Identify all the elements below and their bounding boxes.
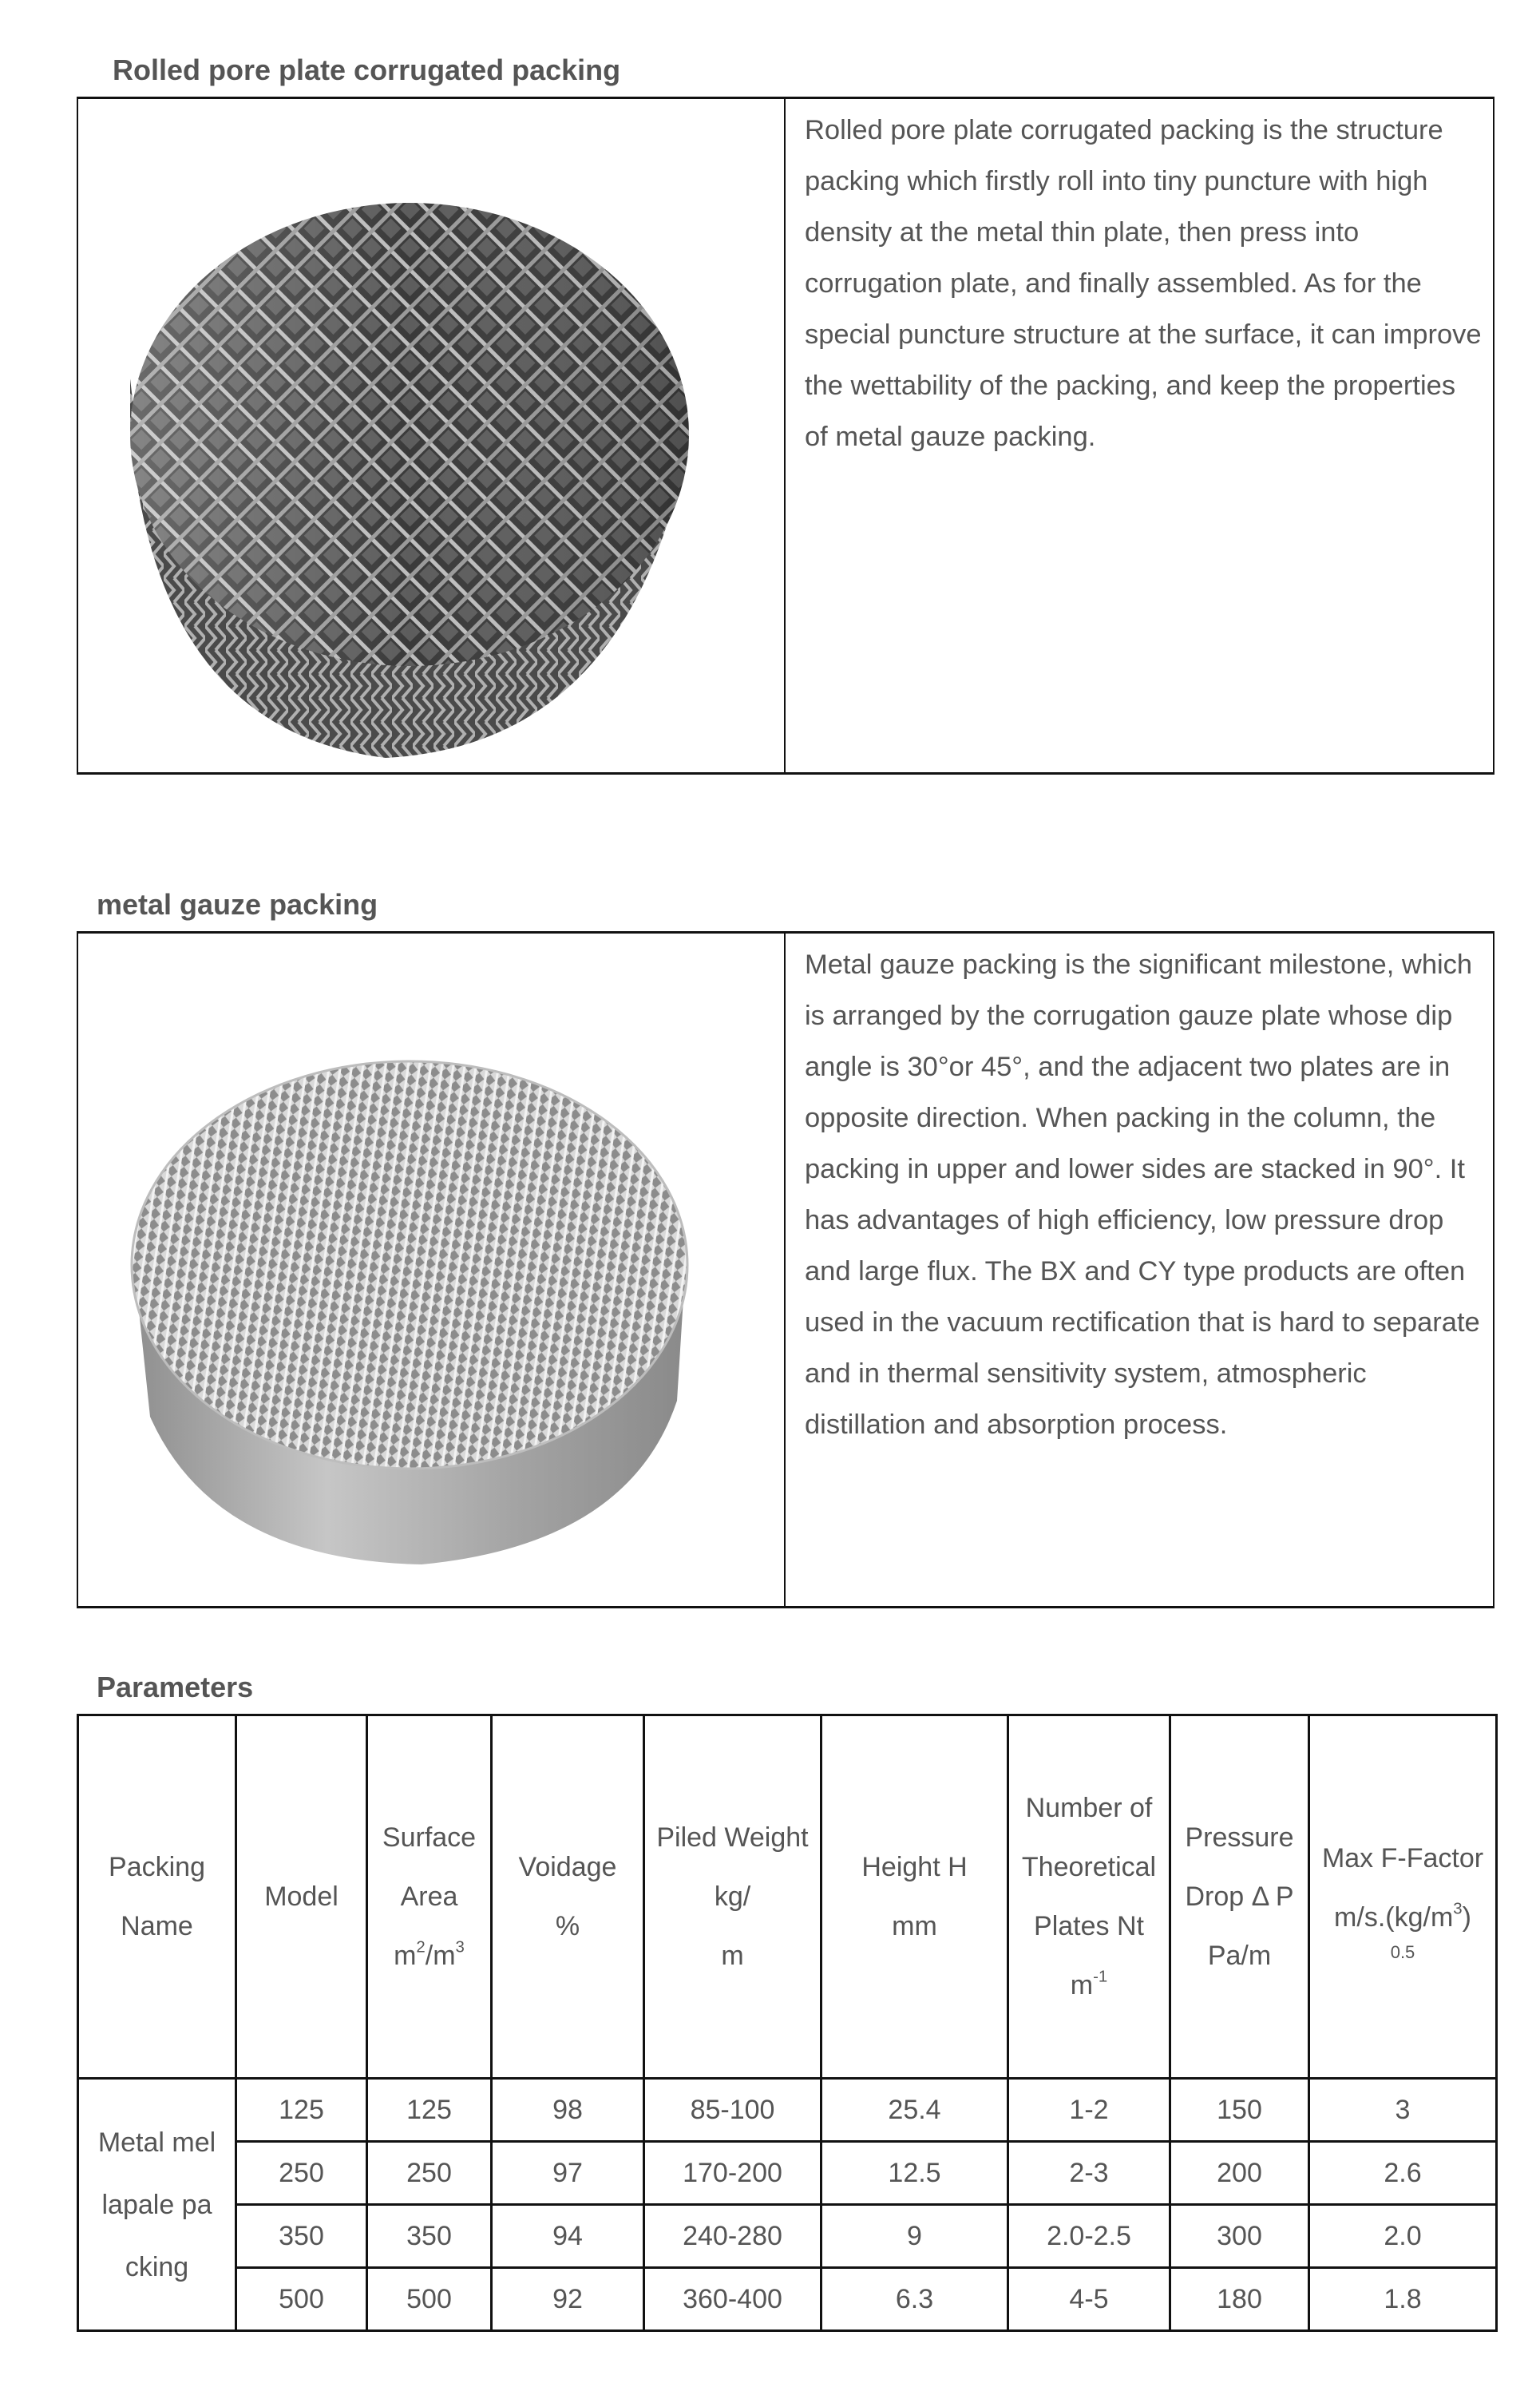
- cell-f-factor: 3: [1309, 2079, 1497, 2142]
- cell-voidage: 94: [492, 2205, 644, 2268]
- header-model: Model: [236, 1715, 367, 2079]
- cell-surface-area: 125: [367, 2079, 492, 2142]
- table-row: [78, 2142, 1497, 2205]
- metal-gauze-packing-image: [118, 1033, 701, 1576]
- parameters-title: Parameters: [97, 1671, 254, 1703]
- cell-height: 9: [821, 2205, 1008, 2268]
- cell-model: 250: [236, 2142, 367, 2205]
- product-image-cell: [78, 99, 786, 772]
- cell-piled-weight: 170-200: [644, 2142, 821, 2205]
- table-row: [78, 2268, 1497, 2331]
- header-piled-weight: Piled Weight kg/ m: [644, 1715, 821, 2079]
- cell-surface-area: 350: [367, 2205, 492, 2268]
- cell-height: 6.3: [821, 2268, 1008, 2331]
- header-theoretical-plates: Number of Theoretical Plates Nt $m^{-1}$: [1008, 1715, 1170, 2079]
- header-voidage: Voidage %: [492, 1715, 644, 2079]
- packing-name-cell: Metal mellapale packing: [78, 2079, 236, 2331]
- table-header-row: [78, 1715, 1497, 2079]
- section-title-rolled-pore-plate: Rolled pore plate corrugated packing: [113, 54, 621, 86]
- cell-model: 350: [236, 2205, 367, 2268]
- cell-height: 25.4: [821, 2079, 1008, 2142]
- cell-surface-area: 500: [367, 2268, 492, 2331]
- cell-pressure-drop: 180: [1170, 2268, 1309, 2331]
- cell-plates: 4-5: [1008, 2268, 1170, 2331]
- cell-piled-weight: 360-400: [644, 2268, 821, 2331]
- product-image-cell: [78, 934, 786, 1606]
- product-table-rolled-pore-plate: [77, 97, 1494, 775]
- cell-plates: 1-2: [1008, 2079, 1170, 2142]
- header-surface-area: Surface Area $m^2/m^3$: [367, 1715, 492, 2079]
- cell-f-factor: 1.8: [1309, 2268, 1497, 2331]
- cell-pressure-drop: 300: [1170, 2205, 1309, 2268]
- table-row: [78, 2079, 1497, 2142]
- product-description: Metal gauze packing is the significant milestone, which is arranged by the corrugation gauze plate whose dip angle is 30°or 45°, and the adjacent two plates are in opposite direction. When packing in the column, the packing in upper and lower sides are stacked in 90°. It has advantages of high efficiency, low pressure drop and large flux. The BX and CY type products are often used in the vacuum rectification that is hard to separate and in thermal sensitivity system, atmospheric distillation and absorption process.: [805, 950, 1480, 1440]
- cell-model: 500: [236, 2268, 367, 2331]
- table-row: [78, 2205, 1497, 2268]
- cell-height: 12.5: [821, 2142, 1008, 2205]
- cell-voidage: 98: [492, 2079, 644, 2142]
- product-description: Rolled pore plate corrugated packing is the structure packing which firstly roll into tiny puncture with high density at the metal thin plate, then press into corrugation plate, and finally assembled. As for the special puncture structure at the surface, it can improve the wettability of the packing, and keep the properties of metal gauze packing.: [805, 115, 1482, 452]
- cell-model: 125: [236, 2079, 367, 2142]
- cell-surface-area: 250: [367, 2142, 492, 2205]
- cell-voidage: 92: [492, 2268, 644, 2331]
- cell-pressure-drop: 200: [1170, 2142, 1309, 2205]
- cell-f-factor: 2.6: [1309, 2142, 1497, 2205]
- header-height: Height H mm: [821, 1715, 1008, 2079]
- cell-piled-weight: 240-280: [644, 2205, 821, 2268]
- rolled-pore-plate-packing-image: [122, 171, 705, 762]
- cell-plates: 2.0-2.5: [1008, 2205, 1170, 2268]
- cell-plates: 2-3: [1008, 2142, 1170, 2205]
- parameters-table: [77, 1714, 1498, 2332]
- header-max-f-factor: Max F-Factor $m/s.(kg/m^3)$ 0.5: [1309, 1715, 1497, 2079]
- header-pressure-drop: Pressure Drop Δ P Pa/m: [1170, 1715, 1309, 2079]
- header-packing-name: Packing Name: [78, 1715, 236, 2079]
- cell-piled-weight: 85-100: [644, 2079, 821, 2142]
- cell-voidage: 97: [492, 2142, 644, 2205]
- cell-f-factor: 2.0: [1309, 2205, 1497, 2268]
- section-title-metal-gauze: metal gauze packing: [97, 888, 378, 921]
- product-table-metal-gauze: [77, 931, 1494, 1608]
- cell-pressure-drop: 150: [1170, 2079, 1309, 2142]
